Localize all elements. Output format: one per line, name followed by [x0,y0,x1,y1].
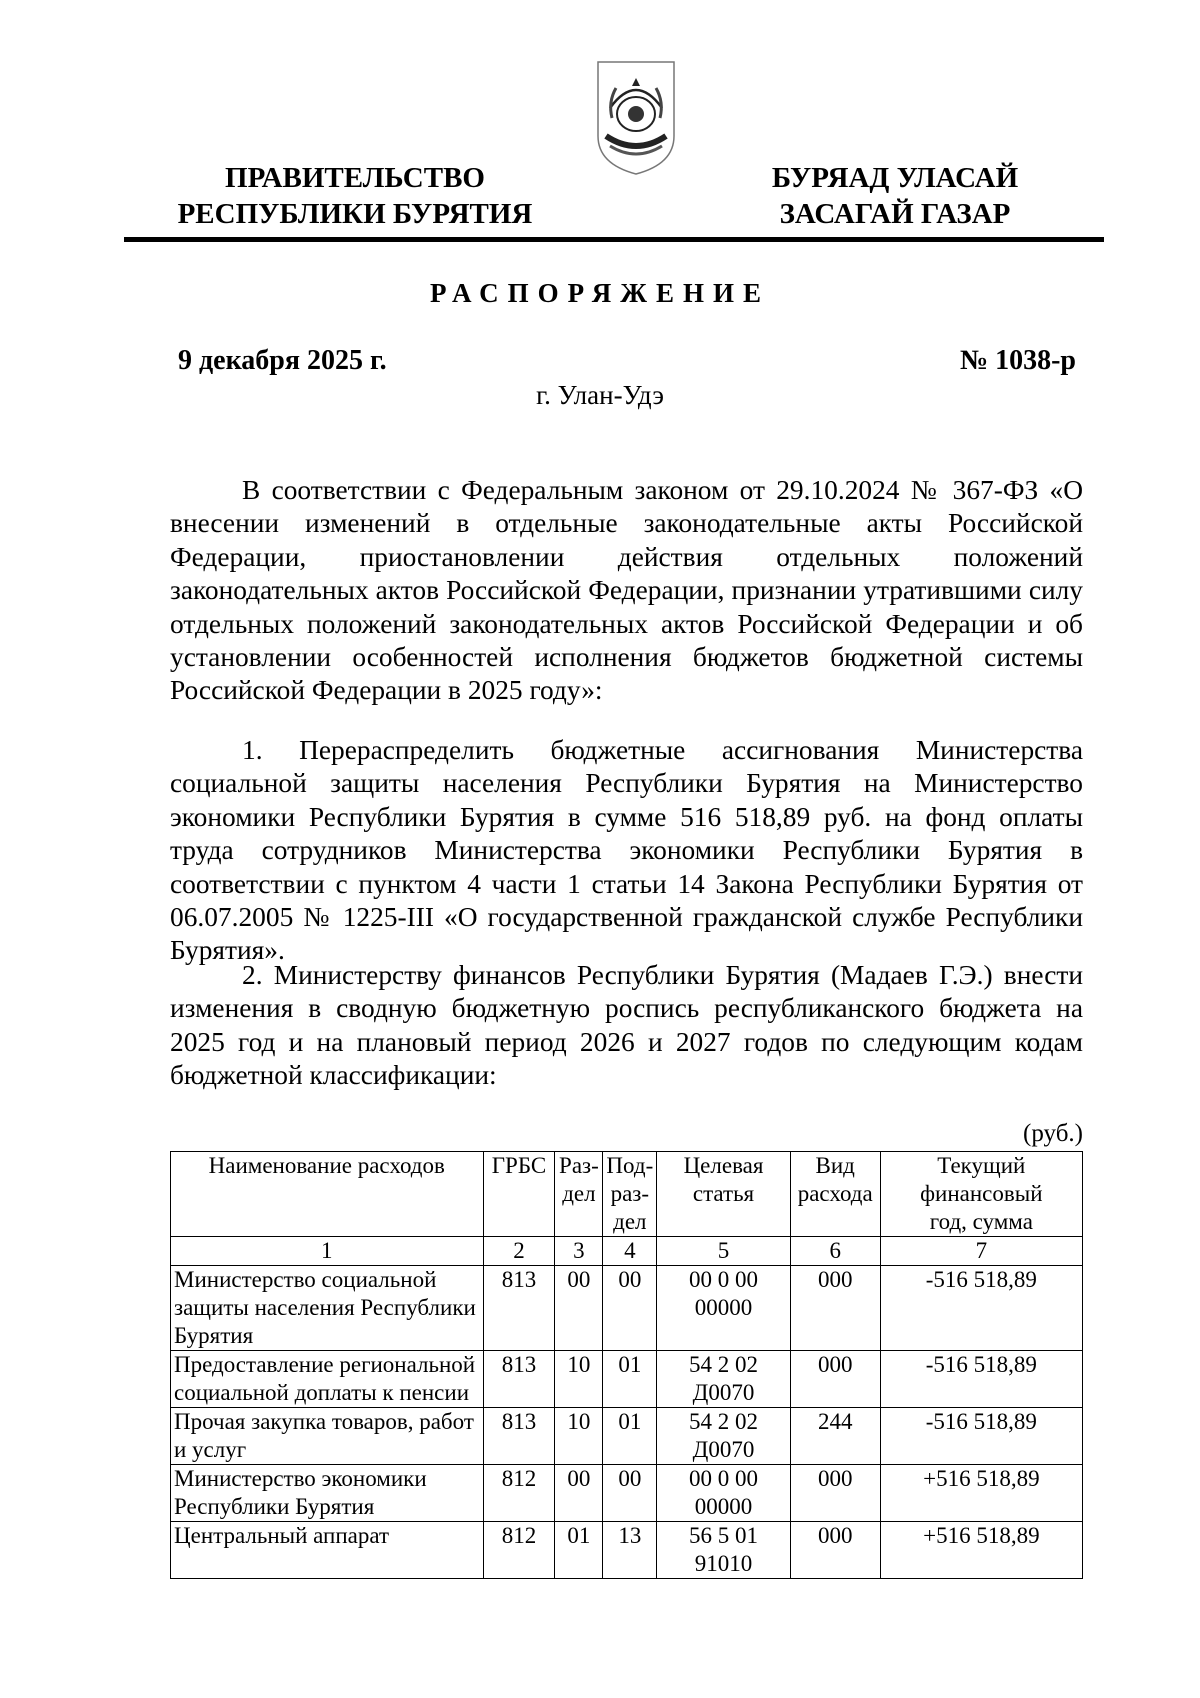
table-cell: 01 [603,1408,657,1465]
table-cell: 00 0 00 00000 [657,1266,791,1351]
table-header-row [171,1152,1083,1237]
table-index-row [171,1237,1083,1266]
table-cell: 13 [603,1522,657,1579]
col-header-section: Раз- дел [555,1152,603,1237]
table-cell: Министерство социальной защиты населения Республики Бурятия [171,1266,484,1351]
table-cell: -516 518,89 [880,1266,1082,1351]
table-cell: 01 [603,1351,657,1408]
table-cell: Предоставление региональной социальной доплаты к пенсии [171,1351,484,1408]
table-cell: 54 2 02 Д0070 [657,1408,791,1465]
table-cell: -516 518,89 [880,1351,1082,1408]
preamble-paragraph [170,474,1083,708]
table-cell: 5 [657,1237,791,1266]
document-city: г. Улан-Удэ [536,380,664,410]
table-cell: 2 [483,1237,555,1266]
table-cell: 10 [555,1351,603,1408]
table-row [171,1522,1083,1579]
table-cell: 813 [483,1351,555,1408]
table-cell: 813 [483,1266,555,1351]
table-cell: 00 [603,1266,657,1351]
header-right-line2: ЗАСАГАЙ ГАЗАР [779,198,1011,230]
paragraph-text: В соответствии с Федеральным законом от 29.10.2024 № 367-ФЗ «О внесении изменений в отдельные законодательные акты Российской Федерации, приостановлении действия отдельных положений законодательных актов Российской Федерации, признании утратившими силу отдельных положений законодательных актов Российской Федерации и об установлении особенностей исполнения бюджетов бюджетной системы Российской Федерации в 2025 году»: [170,475,1083,706]
table-cell: 01 [555,1522,603,1579]
table-cell: -516 518,89 [880,1408,1082,1465]
paragraph-text: 2. Министерству финансов Республики Бурятия (Мадаев Г.Э.) внести изменения в сводную бюджетную роспись республиканского бюджета на 2025 год и на плановый период 2026 и 2027 годов по следующим кодам бюджетной классификации: [170,960,1083,1091]
table-cell: 1 [171,1237,484,1266]
table-cell: 00 [603,1465,657,1522]
table-cell: 000 [790,1266,880,1351]
table-cell: +516 518,89 [880,1465,1082,1522]
government-name-bua [745,160,1045,232]
table-cell: 4 [603,1237,657,1266]
government-name-ru [170,160,540,232]
table-cell: Министерство экономики Республики Бурятия [171,1465,484,1522]
table-cell: Прочая закупка товаров, работ и услуг [171,1408,484,1465]
col-header-grbs: ГРБС [483,1152,555,1237]
republic-emblem-icon [590,58,682,178]
table-cell: 000 [790,1465,880,1522]
table-cell: 244 [790,1408,880,1465]
budget-classification-table [170,1151,1083,1579]
col-header-amount: Текущий финансовый год, сумма [880,1152,1082,1237]
table-cell: 00 0 00 00000 [657,1465,791,1522]
col-header-expense-type: Вид расхода [790,1152,880,1237]
col-header-subsection: Под- раз- дел [603,1152,657,1237]
table-cell: 812 [483,1522,555,1579]
table-unit: (руб.) [1023,1120,1083,1147]
header-divider [124,237,1104,242]
header-right-line1: БУРЯАД УЛАСАЙ [771,162,1019,194]
clause-1-paragraph [170,734,1083,968]
table-row [171,1408,1083,1465]
paragraph-text: 1. Перераспределить бюджетные ассигнования Министерства социальной защиты населения Республики Бурятия на Министерство экономики Республики Бурятия в сумме 516 518,89 руб. на фонд оплаты труда сотрудников Министерства экономики Республики Бурятия в соответствии с пунктом 4 части 1 статьи 14 Закона Республики Бурятия от 06.07.2005 № 1225-III «О государственной гражданской службе Республики Бурятия». [170,735,1083,966]
table-cell: 7 [880,1237,1082,1266]
table-row [171,1465,1083,1522]
document-date: 9 декабря 2025 г. [178,345,387,376]
table-cell: Центральный аппарат [171,1522,484,1579]
table-cell: 10 [555,1408,603,1465]
table-cell: +516 518,89 [880,1522,1082,1579]
table-cell: 000 [790,1351,880,1408]
header-left-line1: ПРАВИТЕЛЬСТВО [225,162,485,194]
document-type: РАСПОРЯЖЕНИЕ [429,278,771,308]
col-header-name: Наименование расходов [171,1152,484,1237]
table-cell: 812 [483,1465,555,1522]
col-header-target: Целевая статья [657,1152,791,1237]
clause-2-paragraph [170,959,1083,1093]
table-cell: 000 [790,1522,880,1579]
table-cell: 813 [483,1408,555,1465]
table-row [171,1351,1083,1408]
document-number: № 1038-р [959,345,1076,376]
table-cell: 56 5 01 91010 [657,1522,791,1579]
table-cell: 00 [555,1465,603,1522]
table-cell: 00 [555,1266,603,1351]
table-cell: 3 [555,1237,603,1266]
header-left-line2: РЕСПУБЛИКИ БУРЯТИЯ [177,198,533,230]
table-row [171,1266,1083,1351]
table-cell: 6 [790,1237,880,1266]
table-cell: 54 2 02 Д0070 [657,1351,791,1408]
